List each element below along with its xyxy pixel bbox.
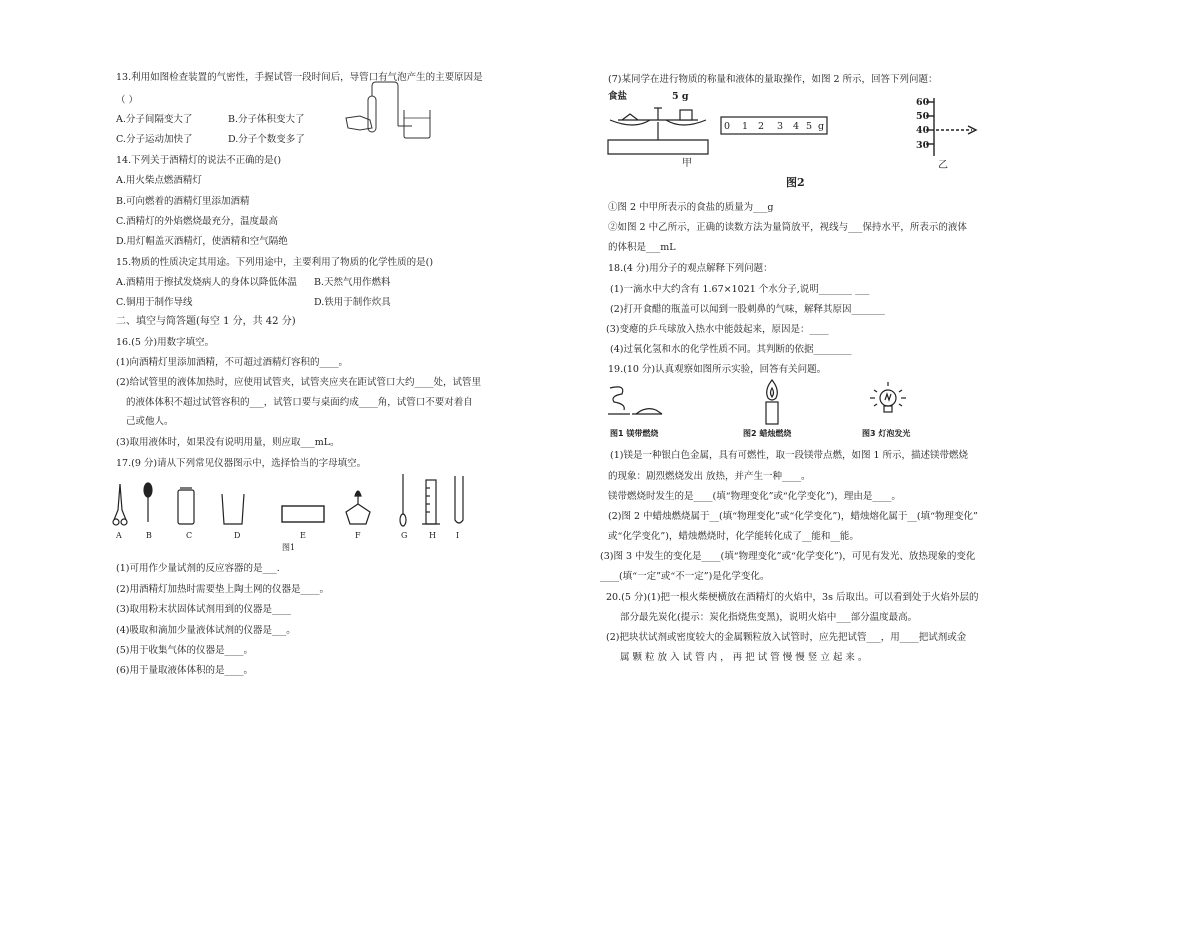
- ruler-tick-0: 0: [724, 121, 731, 132]
- q18-sub-1: (1)一滴水中大约含有 1.67×1021 个水分子,说明_______ ___: [610, 284, 870, 295]
- q7-sub-2: ②如图 2 中乙所示，正确的读数方法为量筒放平，视线与___保持水平，所表示的液体: [608, 222, 967, 233]
- q17-sub-1: (1)可用作少量试剂的反应容器的是___.: [116, 563, 280, 574]
- cylinder-tick-30: 30: [916, 140, 930, 151]
- q18-sub-3: (3)变瘪的乒乓球放入热水中能鼓起来，原因是：____: [606, 324, 829, 335]
- q16-sub-2-cont: 的液体体积不超过试管容积的___，试管口要与桌面约成____角，试管口不要对着自: [126, 397, 473, 408]
- q13-paren: （ ）: [116, 95, 139, 106]
- ruler-tick-2: 2: [758, 121, 765, 132]
- instrument-label-g: G: [401, 531, 408, 540]
- instrument-label-a: A: [116, 531, 122, 540]
- q16-stem: 16.(5 分)用数字填空。: [116, 337, 215, 348]
- figure-3-lightbulb-caption: 图3 灯泡发光: [862, 429, 911, 438]
- figure-2-yi-label: 乙: [938, 160, 948, 171]
- graduated-cylinder-icon: [422, 480, 440, 524]
- ruler-tick-4: 4: [793, 121, 800, 132]
- instrument-label-f: F: [355, 531, 361, 540]
- q7-sub-1: ①图 2 中甲所表示的食盐的质量为___g: [608, 202, 774, 213]
- q20-sub-2-cont: 属 颗 粒 放 入 试 管 内 ， 再 把 试 管 慢 慢 竖 立 起 来 。: [620, 652, 868, 663]
- q17-sub-3: (3)取用粉末状固体试剂用到的仪器是____: [116, 604, 291, 615]
- q18-sub-4: (4)过氧化氢和水的化学性质不同。其判断的依据________: [610, 344, 852, 355]
- q13-option-c: C.分子运动加快了: [116, 134, 193, 145]
- measuring-cylinder-figure: [900, 96, 980, 158]
- q20-sub-1-cont: 部分最先炭化(提示：炭化指烧焦变黑)，说明火焰中___部分温度最高。: [620, 612, 918, 623]
- q20-sub-1: 20.(5 分)(1)把一根火柴梗横放在酒精灯的火焰中，3s 后取出。可以看到处于火焰外层的: [606, 592, 979, 603]
- q16-sub-1: (1)向酒精灯里添加酒精，不可超过酒精灯容积的____。: [116, 357, 348, 368]
- q19-sub-2: (2)图 2 中蜡烛燃烧属于__(填“物理变化”或“化学变化”)，蜡烛熔化属于__(填“物理变化”: [608, 511, 978, 522]
- q18-stem: 18.(4 分)用分子的观点解释下列问题：: [608, 263, 773, 274]
- magnesium-burning-figure: [606, 380, 666, 424]
- q15-option-c: C.铜用于制作导线: [116, 297, 193, 308]
- instrument-label-i: I: [456, 531, 460, 540]
- q13-option-a: A.分子间隔变大了: [116, 114, 193, 125]
- rider-ruler: [720, 116, 830, 136]
- instrument-label-h: H: [429, 531, 436, 540]
- q17-sub-2: (2)用酒精灯加热时需要垫上陶土网的仪器是____。: [116, 584, 329, 595]
- q17-sub-6: (6)用于量取液体体积的是____。: [116, 665, 253, 676]
- figure-1-magnesium-caption: 图1 镁带燃烧: [610, 429, 659, 438]
- q16-sub-2-end: 己或他人。: [126, 416, 174, 427]
- dropper-icon: [144, 483, 152, 522]
- ceramic-mesh-icon: [282, 506, 324, 522]
- q13-option-b: B.分子体积变大了: [228, 114, 305, 125]
- q7-sub-2-cont: 的体积是___mL: [608, 242, 676, 253]
- q19-sub-3: (3)图 3 中发生的变化是____(填“物理变化”或“化学变化”)，可见有发光、放热现象的变化: [600, 551, 976, 562]
- q16-sub-2: (2)给试管里的液体加热时，应使用试管夹，试管夹应夹在距试管口大约____处，试管里: [116, 377, 481, 388]
- candle-burning-figure: [760, 378, 784, 426]
- q15-option-a: A.酒精用于擦拭发烧病人的身体以降低体温: [116, 277, 297, 288]
- q14-stem: 14.下列关于酒精灯的说法不正确的是(): [116, 155, 282, 166]
- cylinder-tick-50: 50: [916, 111, 930, 122]
- beaker-icon: [222, 494, 244, 524]
- medicine-spoon-icon: [400, 474, 406, 526]
- lightbulb-figure: [866, 380, 910, 420]
- q19-sub-3-cont: ____(填“一定”或“不一定”)是化学变化。: [600, 571, 770, 582]
- salt-label: 食盐: [608, 91, 628, 102]
- balance-scale-figure: [604, 94, 712, 158]
- figure-2-candle-caption: 图2 蜡烛燃烧: [743, 429, 792, 438]
- gas-jar-icon: [178, 488, 194, 524]
- cylinder-tick-40: 40: [916, 125, 930, 136]
- ruler-tick-3: 3: [777, 121, 784, 132]
- q17-sub-5: (5)用于收集气体的仪器是____。: [116, 645, 253, 656]
- section-2-heading: 二、填空与简答题(每空 1 分，共 42 分): [116, 316, 296, 327]
- q17-stem: 17.(9 分)请从下列常见仪器图示中，选择恰当的字母填空。: [116, 458, 367, 469]
- cylinder-tick-60: 60: [916, 97, 930, 108]
- figure-2-jia-label: 甲: [682, 158, 692, 169]
- q7-stem: (7)某同学在进行物质的称量和液体的量取操作，如图 2 所示，回答下列问题：: [608, 74, 938, 85]
- crucible-tongs-icon: [113, 484, 127, 525]
- q15-option-d: D.铁用于制作炊具: [314, 297, 391, 308]
- q13-option-d: D.分子个数变多了: [228, 134, 305, 145]
- instrument-label-d: D: [234, 531, 241, 540]
- q14-option-d: D.用灯帽盖灭酒精灯，使酒精和空气隔绝: [116, 236, 288, 247]
- q16-sub-3: (3)取用液体时，如果没有说明用量，则应取___mL。: [116, 437, 340, 448]
- q19-sub-1-cont: 的现象：剧烈燃烧发出 放热，并产生一种____。: [608, 471, 811, 482]
- figure-1-label: 图1: [282, 543, 296, 552]
- ruler-unit: g: [818, 121, 825, 132]
- ruler-tick-1: 1: [742, 121, 749, 132]
- instrument-label-b: B: [146, 531, 152, 540]
- ruler-tick-5: 5: [806, 121, 813, 132]
- instrument-label-e: E: [300, 531, 306, 540]
- q19-sub-1: (1)镁是一种银白色金属，具有可燃性，取一段镁带点燃，如图 1 所示，描述镁带燃烧: [610, 450, 969, 461]
- q19-sub-2-cont: 或“化学变化”)，蜡烛燃烧时，化学能转化成了__能和__能。: [608, 531, 859, 542]
- q14-option-b: B.可向燃着的酒精灯里添加酒精: [116, 196, 250, 207]
- q15-stem: 15.物质的性质决定其用途。下列用途中，主要利用了物质的化学性质的是(): [116, 257, 434, 268]
- airtightness-test-figure: [342, 80, 452, 140]
- q14-option-a: A.用火柴点燃酒精灯: [116, 175, 202, 186]
- alcohol-lamp-icon: [346, 491, 370, 524]
- q19-stem: 19.(10 分)认真观察如图所示实验，回答有关问题。: [608, 364, 827, 375]
- instrument-label-c: C: [186, 531, 193, 540]
- test-tube-icon: [455, 476, 463, 523]
- q13-stem: 13.利用如图检查装置的气密性，手握试管一段时间后，导管口有气泡产生的主要原因是: [116, 72, 483, 83]
- q18-sub-2: (2)打开食醋的瓶盖可以闻到一股刺鼻的气味，解释其原因_______: [610, 304, 885, 315]
- q17-sub-4: (4)吸取和滴加少量液体试剂的仪器是___。: [116, 625, 296, 636]
- q20-sub-2: (2)把块状试剂或密度较大的金属颗粒放入试管时，应先把试管___，用____把试剂或金: [606, 632, 967, 643]
- q14-option-c: C.酒精灯的外焰燃烧最充分，温度最高: [116, 216, 278, 227]
- figure-2-label: 图2: [786, 176, 805, 189]
- q15-option-b: B.天然气用作燃料: [314, 277, 391, 288]
- q19-sub-1-reason: 镁带燃烧时发生的是____(填“物理变化”或“化学变化”)，理由是____。: [608, 491, 901, 502]
- weight-label: 5 g: [672, 91, 689, 102]
